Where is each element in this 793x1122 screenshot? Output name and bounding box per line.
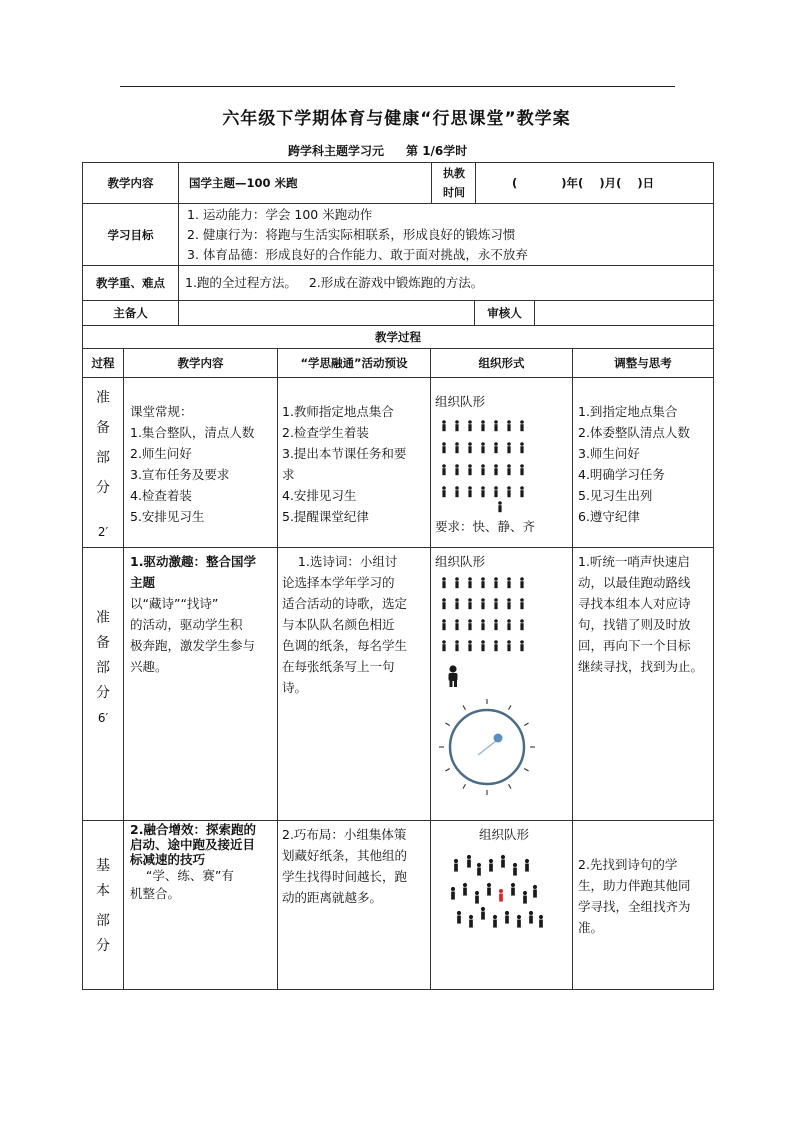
student-figure — [455, 442, 459, 446]
row3-reflection — [572, 820, 714, 990]
row1-org-require: 要求：快、静、齐 — [435, 519, 536, 534]
row2-stage — [82, 547, 124, 821]
student-figure — [442, 598, 446, 602]
student-figure — [507, 424, 510, 431]
row1-content-line: 2.师生问好 — [130, 446, 192, 461]
student-figure — [457, 916, 461, 924]
student-figure — [494, 581, 497, 588]
student-figure — [468, 490, 471, 497]
row3-stage-2: 部 — [96, 913, 110, 929]
student-figure — [451, 887, 455, 891]
row2-activity-line: 诗。 — [282, 680, 308, 695]
process-title: 教学过程 — [82, 325, 714, 349]
row1-stage — [82, 377, 124, 548]
col-reflection: 调整与思考 — [572, 348, 714, 378]
student-figure — [442, 640, 446, 644]
student-figure — [511, 883, 515, 887]
student-figure — [475, 896, 479, 904]
row1-activity-line: 1.教师指定地点集合 — [282, 404, 394, 419]
row1-reflect-line: 6.遵守纪律 — [578, 509, 640, 524]
row2-content-head: 1.驱动激趣：整合国学 — [130, 554, 256, 569]
row1-stage-0: 准 — [96, 390, 110, 406]
row3-reflect-line: 学寻找，全组找齐为 — [578, 899, 691, 914]
exec-label-cell — [431, 162, 476, 204]
student-figure — [507, 619, 511, 623]
row2-reflect-line: 寻找本组本人对应诗 — [578, 596, 691, 611]
student-figure — [442, 442, 446, 446]
row1-content-line: 5.安排见习生 — [130, 509, 205, 524]
row2-content-head: 主题 — [130, 575, 156, 590]
preparer-label: 主备人 — [82, 300, 179, 326]
row3-reflect-line: 准。 — [578, 920, 604, 935]
row2-student-figures — [442, 577, 524, 651]
row2-stage-3: 分 — [96, 685, 110, 701]
student-figure — [481, 442, 485, 446]
row2-reflect-line: 继续寻找，找到为止。 — [578, 659, 704, 674]
student-figure — [455, 602, 458, 609]
row3-stage — [82, 820, 124, 990]
row2-content-line: 兴趣。 — [130, 659, 168, 674]
student-figure — [507, 464, 511, 468]
student-figure — [455, 577, 459, 581]
student-figure — [494, 446, 497, 453]
student-figure — [501, 860, 505, 868]
goals-label: 学习目标 — [82, 203, 179, 266]
row3-activity-line: 划藏好纸条，其他组的 — [282, 848, 408, 863]
student-figure — [442, 623, 445, 630]
student-figure — [481, 490, 484, 497]
student-figure — [468, 424, 471, 431]
row2-activity-line: 在每张纸条写上一句 — [282, 659, 395, 674]
date-text: ( )年( )月( )日 — [512, 176, 655, 190]
row2-stage-2: 部 — [96, 660, 110, 676]
student-figure — [442, 644, 445, 651]
exec-label-1: 执教 — [443, 167, 465, 180]
student-figure — [529, 911, 533, 915]
student-figure — [468, 581, 471, 588]
student-figure — [442, 602, 445, 609]
student-figure — [481, 468, 484, 475]
student-figure — [468, 420, 472, 424]
student-figure — [481, 602, 484, 609]
row3-content — [123, 820, 278, 990]
student-figure — [468, 598, 472, 602]
row2-activity — [277, 547, 431, 821]
row2-reflect-line: 回，再向下一个目标 — [578, 638, 691, 653]
student-figure — [494, 598, 498, 602]
student-figure — [507, 602, 510, 609]
row2-content — [123, 547, 278, 821]
student-figure — [507, 623, 510, 630]
student-figure — [442, 486, 446, 490]
row1-content-line: 课堂常规： — [130, 404, 193, 419]
student-figure — [469, 920, 473, 928]
student-figure — [442, 468, 445, 475]
circle-ray — [463, 784, 466, 788]
student-figure — [507, 442, 511, 446]
student-figure — [468, 468, 471, 475]
row3-content-head: 标减速的技巧 — [130, 852, 206, 867]
row1-activity-line: 2.检查学生着装 — [282, 425, 369, 440]
student-figure — [455, 581, 458, 588]
goal-2: 2. 健康行为：将跑与生活实际相联系，形成良好的锻炼习惯 — [187, 227, 516, 242]
student-figure — [468, 464, 472, 468]
student-figure — [469, 915, 473, 919]
student-figure — [468, 486, 472, 490]
student-figure — [520, 446, 523, 453]
student-figure — [520, 424, 523, 431]
student-figure — [477, 863, 481, 867]
student-figure — [457, 911, 461, 915]
row3-formation-diagram — [431, 821, 573, 990]
student-figure — [455, 490, 458, 497]
student-figure — [520, 464, 524, 468]
student-figure — [468, 446, 471, 453]
row1-stage-1: 备 — [96, 420, 110, 436]
row3-stage-1: 本 — [96, 883, 110, 899]
circle-ray — [445, 769, 449, 772]
student-figure — [442, 577, 446, 581]
student-figure — [523, 891, 527, 895]
row1-content-line: 3.宣布任务及要求 — [130, 467, 230, 482]
row3-content-line: “学、练、赛”有 — [130, 868, 234, 883]
student-figure — [455, 420, 459, 424]
row1-time: 2′ — [97, 525, 109, 539]
circle-ray — [445, 723, 449, 726]
student-figure — [520, 577, 524, 581]
student-figure — [451, 892, 455, 900]
student-figure — [513, 863, 517, 867]
row2-formation-diagram — [431, 548, 573, 821]
student-figure — [463, 888, 467, 896]
row1-student-figures — [442, 420, 524, 512]
student-figure — [494, 640, 498, 644]
student-figure — [467, 860, 471, 868]
student-figure — [481, 464, 485, 468]
header-rule — [120, 86, 675, 87]
row1-activity — [277, 377, 431, 548]
student-figure — [442, 446, 445, 453]
circle-ray — [524, 723, 528, 726]
student-figure — [539, 920, 543, 928]
student-figure — [481, 420, 485, 424]
student-figure — [494, 602, 497, 609]
row1-reflect-line: 5.见习生出列 — [578, 488, 653, 503]
student-figure — [525, 859, 529, 863]
row3-stage-3: 分 — [96, 938, 110, 954]
date-cell — [475, 162, 714, 204]
student-figure — [475, 891, 479, 895]
student-figure — [520, 598, 524, 602]
student-figure — [494, 490, 497, 497]
document-subtitle — [288, 142, 467, 159]
student-figure — [468, 623, 471, 630]
student-figure — [520, 581, 523, 588]
student-figure — [494, 442, 498, 446]
student-figure — [489, 859, 493, 863]
row3-student-figures — [451, 855, 543, 928]
row3-reflect-line: 生，助力伴跑其他同 — [578, 878, 691, 893]
row2-content-line: 以“藏诗”“找诗” — [130, 596, 219, 611]
student-figure — [468, 640, 472, 644]
student-figure — [517, 920, 521, 928]
student-figure — [520, 644, 523, 651]
row2-activity-line: 色调的纸条，每名学生 — [282, 638, 408, 653]
row1-content — [123, 377, 278, 548]
student-figure — [468, 619, 472, 623]
circle-ray — [509, 784, 512, 788]
student-figure — [494, 468, 497, 475]
student-figure — [525, 864, 529, 872]
student-figure — [481, 424, 484, 431]
student-figure — [463, 883, 467, 887]
student-figure — [494, 424, 497, 431]
student-figure — [501, 855, 505, 859]
row3-org-title: 组织队形 — [479, 827, 530, 842]
goals-cell — [178, 203, 714, 266]
student-figure — [507, 468, 510, 475]
row3-activity-line: 动的距离就越多。 — [282, 890, 383, 905]
row1-reflect-line: 4.明确学习任务 — [578, 467, 665, 482]
student-figure — [507, 490, 510, 497]
row2-stage-1: 备 — [96, 635, 110, 651]
row2-reflect-line: 动，以最佳跑动路线 — [578, 575, 691, 590]
student-figure — [505, 916, 509, 924]
row2-activity-line: 与本队队名颜色相近 — [282, 617, 395, 632]
row1-content-line: 1.集合整队，清点人数 — [130, 425, 255, 440]
key-value: 1.跑的全过程方法。 2.形成在游戏中锻炼跑的方法。 — [185, 275, 484, 290]
student-figure — [455, 486, 459, 490]
student-figure — [511, 888, 515, 896]
student-figure — [455, 623, 458, 630]
row1-activity-line: 5.提醒课堂纪律 — [282, 509, 369, 524]
student-figure — [507, 598, 511, 602]
student-figure — [442, 464, 446, 468]
teacher-figure — [449, 665, 458, 687]
student-figure — [539, 915, 543, 919]
student-figure — [481, 581, 484, 588]
student-figure — [520, 623, 523, 630]
student-figure — [487, 888, 491, 896]
student-figure — [494, 486, 498, 490]
row3-content-head: 启动、途中跑及接近目 — [130, 837, 256, 852]
student-figure — [489, 864, 493, 872]
student-figure — [468, 602, 471, 609]
student-figure — [455, 640, 459, 644]
row2-time: 6′ — [97, 711, 109, 725]
row2-content-line: 极奔跑，激发学生参与 — [130, 638, 256, 653]
exec-label-2: 时间 — [443, 186, 465, 199]
key-cell — [178, 265, 714, 301]
row2-stage-0: 准 — [96, 610, 110, 626]
row2-reflection — [572, 547, 714, 821]
student-figure — [481, 619, 485, 623]
student-figure — [481, 640, 485, 644]
row3-organization — [430, 820, 573, 990]
student-figure — [442, 581, 445, 588]
goal-3: 3. 体育品德：形成良好的合作能力、敢于面对挑战，永不放弃 — [187, 247, 528, 262]
student-figure — [481, 644, 484, 651]
goal-1: 1. 运动能力：学会 100 米跑动作 — [187, 207, 373, 222]
student-figure — [520, 486, 524, 490]
student-figure — [454, 859, 458, 863]
student-figure — [499, 889, 503, 893]
student-figure — [455, 468, 458, 475]
content-value: 国学主题—100 米跑 — [189, 176, 298, 190]
content-label: 教学内容 — [82, 162, 179, 204]
running-circle — [439, 699, 535, 795]
reviewer-value — [534, 300, 714, 326]
row2-activity-line: 1.选诗词：小组讨 — [282, 554, 398, 569]
col-organization: 组织形式 — [430, 348, 573, 378]
key-label: 教学重、难点 — [82, 265, 179, 301]
subtitle-unit: 跨学科主题学习元 — [288, 144, 385, 158]
student-figure — [507, 644, 510, 651]
student-figure — [520, 468, 523, 475]
row1-reflect-line: 3.师生问好 — [578, 446, 640, 461]
col-activity: “学思融通”活动预设 — [277, 348, 431, 378]
circle-ray — [463, 705, 466, 709]
row2-activity-line: 论选择本学年学习的 — [282, 575, 395, 590]
row3-activity-line: 学生找得时间越长，跑 — [282, 869, 408, 884]
student-figure — [520, 420, 524, 424]
student-figure — [455, 598, 459, 602]
student-figure — [494, 420, 498, 424]
student-figure — [481, 446, 484, 453]
student-figure — [494, 464, 498, 468]
row2-activity-line: 适合活动的诗歌，选定 — [282, 596, 408, 611]
student-figure — [477, 868, 481, 876]
student-figure — [481, 623, 484, 630]
student-figure — [533, 890, 537, 898]
student-figure — [494, 619, 498, 623]
student-figure — [481, 912, 485, 920]
student-figure — [468, 442, 472, 446]
row1-reflect-line: 2.体委整队清点人数 — [578, 425, 690, 440]
row1-activity-line: 求 — [282, 467, 295, 482]
student-figure — [455, 619, 459, 623]
subtitle-lesson: 第 1/6学时 — [406, 144, 468, 158]
student-figure — [442, 490, 445, 497]
student-figure — [520, 640, 524, 644]
row1-activity-line: 4.安排见习生 — [282, 488, 357, 503]
row3-content-line: 机整合。 — [130, 886, 181, 901]
row1-content-line: 4.检查着装 — [130, 488, 192, 503]
student-figure — [455, 644, 458, 651]
student-figure — [493, 920, 497, 928]
content-value-cell — [178, 162, 432, 204]
student-figure — [468, 577, 472, 581]
student-figure — [507, 446, 510, 453]
row1-reflect-line: 1.到指定地点集合 — [578, 404, 678, 419]
row3-activity-line: 2.巧布局：小组集体策 — [282, 827, 407, 842]
student-figure — [507, 577, 511, 581]
row1-stage-3: 分 — [96, 480, 110, 496]
student-figure — [498, 505, 501, 512]
student-figure — [507, 420, 511, 424]
reviewer-label: 审核人 — [474, 300, 535, 326]
student-figure — [523, 896, 527, 904]
preparer-value — [178, 300, 475, 326]
student-figure — [455, 446, 458, 453]
student-figure — [467, 855, 471, 859]
student-figure — [487, 883, 491, 887]
student-figure — [494, 644, 497, 651]
row2-content-line: 的活动，驱动学生积 — [130, 617, 243, 632]
student-figure — [481, 907, 485, 911]
student-figure — [507, 486, 511, 490]
row1-reflection — [572, 377, 714, 548]
student-figure — [455, 464, 459, 468]
row2-org-title: 组织队形 — [435, 554, 486, 569]
student-figure — [513, 868, 517, 876]
row2-reflect-line: 1.听统一哨声快速启 — [578, 554, 690, 569]
student-figure — [442, 619, 446, 623]
student-figure — [498, 501, 502, 505]
circle-ray — [509, 705, 512, 709]
student-figure — [442, 420, 446, 424]
row3-content-head: 2.融合增效：探索跑的 — [130, 822, 256, 837]
student-figure — [493, 915, 497, 919]
row3-activity — [277, 820, 431, 990]
col-stage: 过程 — [82, 348, 124, 378]
student-figure — [520, 442, 524, 446]
row1-activity-line: 3.提出本节课任务和要 — [282, 446, 407, 461]
student-figure — [455, 424, 458, 431]
row1-stage-2: 部 — [96, 450, 110, 466]
student-figure — [494, 577, 498, 581]
student-figure — [507, 581, 510, 588]
row1-org-title: 组织队形 — [435, 394, 486, 409]
student-figure — [454, 864, 458, 872]
circle-ray — [524, 769, 528, 772]
student-figure — [494, 623, 497, 630]
student-figure — [481, 577, 485, 581]
student-figure — [520, 619, 524, 623]
student-figure — [529, 916, 533, 924]
student-figure — [499, 894, 503, 902]
col-content: 教学内容 — [123, 348, 278, 378]
row2-reflect-line: 句，找错了则及时放 — [578, 617, 691, 632]
student-figure — [533, 885, 537, 889]
student-figure — [468, 644, 471, 651]
document-title: 六年级下学期体育与健康“行思课堂”教学案 — [222, 109, 571, 129]
student-figure — [481, 598, 485, 602]
row3-reflect-line: 2.先找到诗句的学 — [578, 857, 678, 872]
student-figure — [481, 486, 485, 490]
student-figure — [507, 640, 511, 644]
row2-organization — [430, 547, 573, 821]
row3-stage-0: 基 — [96, 858, 110, 874]
student-figure — [520, 490, 523, 497]
student-figure — [505, 911, 509, 915]
student-figure — [520, 602, 523, 609]
student-figure — [442, 424, 445, 431]
student-figure — [517, 915, 521, 919]
row1-organization — [430, 377, 573, 548]
